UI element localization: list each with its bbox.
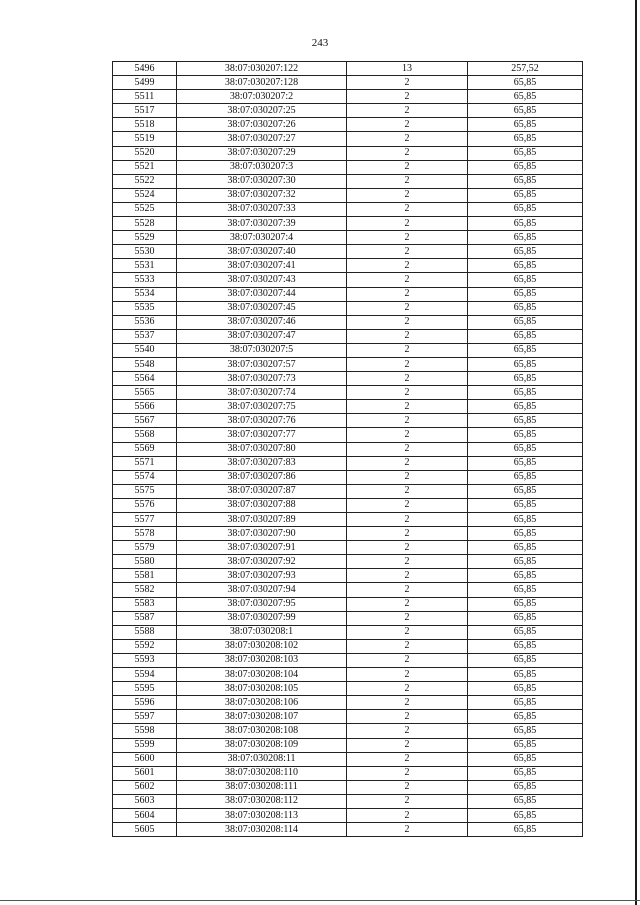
quantity-cell: 2 <box>347 160 468 174</box>
row-number-cell: 5580 <box>113 555 177 569</box>
cadastral-number-cell: 38:07:030207:29 <box>177 146 347 160</box>
table-row <box>113 456 583 470</box>
quantity-cell: 2 <box>347 174 468 188</box>
quantity-cell: 2 <box>347 118 468 132</box>
row-number-cell: 5578 <box>113 527 177 541</box>
quantity-cell: 2 <box>347 188 468 202</box>
cadastral-number-cell: 38:07:030207:76 <box>177 414 347 428</box>
cadastral-number-cell: 38:07:030207:41 <box>177 259 347 273</box>
row-number-cell: 5588 <box>113 625 177 639</box>
table-row <box>113 823 583 837</box>
amount-cell: 65,85 <box>468 752 583 766</box>
quantity-cell: 2 <box>347 146 468 160</box>
quantity-cell: 2 <box>347 653 468 667</box>
table-row <box>113 104 583 118</box>
quantity-cell: 2 <box>347 132 468 146</box>
cadastral-number-cell: 38:07:030207:77 <box>177 428 347 442</box>
amount-cell: 65,85 <box>468 696 583 710</box>
table-row <box>113 752 583 766</box>
cadastral-number-cell: 38:07:030208:102 <box>177 639 347 653</box>
amount-cell: 65,85 <box>468 174 583 188</box>
row-number-cell: 5595 <box>113 682 177 696</box>
quantity-cell: 2 <box>347 245 468 259</box>
table-row <box>113 217 583 231</box>
cadastral-number-cell: 38:07:030207:91 <box>177 541 347 555</box>
quantity-cell: 2 <box>347 456 468 470</box>
amount-cell: 65,85 <box>468 625 583 639</box>
table-row <box>113 174 583 188</box>
quantity-cell: 2 <box>347 682 468 696</box>
quantity-cell: 2 <box>347 442 468 456</box>
amount-cell: 65,85 <box>468 823 583 837</box>
amount-cell: 65,85 <box>468 456 583 470</box>
cadastral-number-cell: 38:07:030208:11 <box>177 752 347 766</box>
quantity-cell: 2 <box>347 569 468 583</box>
quantity-cell: 2 <box>347 513 468 527</box>
quantity-cell: 2 <box>347 527 468 541</box>
quantity-cell: 2 <box>347 738 468 752</box>
amount-cell: 65,85 <box>468 202 583 216</box>
table-row <box>113 794 583 808</box>
amount-cell: 65,85 <box>468 569 583 583</box>
table-row <box>113 428 583 442</box>
table-row <box>113 498 583 512</box>
table-row <box>113 188 583 202</box>
row-number-cell: 5571 <box>113 456 177 470</box>
cadastral-number-cell: 38:07:030207:80 <box>177 442 347 456</box>
amount-cell: 65,85 <box>468 541 583 555</box>
row-number-cell: 5522 <box>113 174 177 188</box>
table-row <box>113 386 583 400</box>
data-table <box>112 61 583 837</box>
cadastral-number-cell: 38:07:030207:74 <box>177 386 347 400</box>
amount-cell: 65,85 <box>468 766 583 780</box>
quantity-cell: 2 <box>347 639 468 653</box>
quantity-cell: 2 <box>347 470 468 484</box>
amount-cell: 65,85 <box>468 76 583 90</box>
cadastral-number-cell: 38:07:030208:108 <box>177 724 347 738</box>
quantity-cell: 2 <box>347 400 468 414</box>
cadastral-number-cell: 38:07:030207:75 <box>177 400 347 414</box>
table-row <box>113 639 583 653</box>
table-row <box>113 301 583 315</box>
row-number-cell: 5569 <box>113 442 177 456</box>
amount-cell: 65,85 <box>468 555 583 569</box>
cadastral-number-cell: 38:07:030207:40 <box>177 245 347 259</box>
cadastral-number-cell: 38:07:030207:45 <box>177 301 347 315</box>
quantity-cell: 2 <box>347 611 468 625</box>
cadastral-number-cell: 38:07:030207:92 <box>177 555 347 569</box>
cadastral-number-cell: 38:07:030208:110 <box>177 766 347 780</box>
amount-cell: 65,85 <box>468 738 583 752</box>
table-row <box>113 160 583 174</box>
quantity-cell: 2 <box>347 315 468 329</box>
table-row <box>113 343 583 357</box>
table-row <box>113 724 583 738</box>
quantity-cell: 2 <box>347 259 468 273</box>
data-table-container <box>112 61 582 837</box>
cadastral-number-cell: 38:07:030208:106 <box>177 696 347 710</box>
amount-cell: 65,85 <box>468 343 583 357</box>
amount-cell: 65,85 <box>468 90 583 104</box>
row-number-cell: 5534 <box>113 287 177 301</box>
amount-cell: 65,85 <box>468 414 583 428</box>
row-number-cell: 5568 <box>113 428 177 442</box>
table-row <box>113 231 583 245</box>
cadastral-number-cell: 38:07:030207:27 <box>177 132 347 146</box>
cadastral-number-cell: 38:07:030208:105 <box>177 682 347 696</box>
cadastral-number-cell: 38:07:030207:99 <box>177 611 347 625</box>
row-number-cell: 5531 <box>113 259 177 273</box>
quantity-cell: 2 <box>347 231 468 245</box>
quantity-cell: 13 <box>347 62 468 76</box>
quantity-cell: 2 <box>347 329 468 343</box>
amount-cell: 65,85 <box>468 104 583 118</box>
quantity-cell: 2 <box>347 597 468 611</box>
quantity-cell: 2 <box>347 794 468 808</box>
table-row <box>113 682 583 696</box>
amount-cell: 65,85 <box>468 132 583 146</box>
quantity-cell: 2 <box>347 202 468 216</box>
quantity-cell: 2 <box>347 428 468 442</box>
row-number-cell: 5525 <box>113 202 177 216</box>
table-row <box>113 696 583 710</box>
page-number: 243 <box>311 37 329 49</box>
row-number-cell: 5587 <box>113 611 177 625</box>
quantity-cell: 2 <box>347 583 468 597</box>
cadastral-number-cell: 38:07:030207:26 <box>177 118 347 132</box>
amount-cell: 65,85 <box>468 682 583 696</box>
row-number-cell: 5575 <box>113 484 177 498</box>
table-row <box>113 625 583 639</box>
quantity-cell: 2 <box>347 414 468 428</box>
amount-cell: 65,85 <box>468 428 583 442</box>
table-row <box>113 470 583 484</box>
cadastral-number-cell: 38:07:030207:43 <box>177 273 347 287</box>
row-number-cell: 5597 <box>113 710 177 724</box>
row-number-cell: 5529 <box>113 231 177 245</box>
cadastral-number-cell: 38:07:030207:89 <box>177 513 347 527</box>
amount-cell: 65,85 <box>468 668 583 682</box>
table-row <box>113 287 583 301</box>
cadastral-number-cell: 38:07:030207:44 <box>177 287 347 301</box>
amount-cell: 65,85 <box>468 611 583 625</box>
amount-cell: 65,85 <box>468 583 583 597</box>
cadastral-number-cell: 38:07:030208:113 <box>177 808 347 822</box>
row-number-cell: 5581 <box>113 569 177 583</box>
amount-cell: 65,85 <box>468 259 583 273</box>
row-number-cell: 5540 <box>113 343 177 357</box>
table-row <box>113 527 583 541</box>
cadastral-number-cell: 38:07:030207:86 <box>177 470 347 484</box>
amount-cell: 65,85 <box>468 794 583 808</box>
table-row <box>113 329 583 343</box>
cadastral-number-cell: 38:07:030207:122 <box>177 62 347 76</box>
table-row <box>113 668 583 682</box>
row-number-cell: 5537 <box>113 329 177 343</box>
cadastral-number-cell: 38:07:030207:47 <box>177 329 347 343</box>
row-number-cell: 5600 <box>113 752 177 766</box>
cadastral-number-cell: 38:07:030207:73 <box>177 372 347 386</box>
table-row <box>113 414 583 428</box>
row-number-cell: 5518 <box>113 118 177 132</box>
amount-cell: 65,85 <box>468 357 583 371</box>
row-number-cell: 5566 <box>113 400 177 414</box>
row-number-cell: 5593 <box>113 653 177 667</box>
amount-cell: 65,85 <box>468 118 583 132</box>
amount-cell: 65,85 <box>468 597 583 611</box>
table-row <box>113 202 583 216</box>
amount-cell: 65,85 <box>468 653 583 667</box>
quantity-cell: 2 <box>347 386 468 400</box>
row-number-cell: 5605 <box>113 823 177 837</box>
row-number-cell: 5530 <box>113 245 177 259</box>
table-row <box>113 555 583 569</box>
amount-cell: 65,85 <box>468 372 583 386</box>
cadastral-number-cell: 38:07:030208:1 <box>177 625 347 639</box>
amount-cell: 65,85 <box>468 808 583 822</box>
quantity-cell: 2 <box>347 766 468 780</box>
row-number-cell: 5583 <box>113 597 177 611</box>
table-row <box>113 484 583 498</box>
quantity-cell: 2 <box>347 343 468 357</box>
row-number-cell: 5577 <box>113 513 177 527</box>
quantity-cell: 2 <box>347 555 468 569</box>
cadastral-number-cell: 38:07:030207:88 <box>177 498 347 512</box>
row-number-cell: 5565 <box>113 386 177 400</box>
table-row <box>113 569 583 583</box>
page-edge-bottom <box>0 900 640 901</box>
table-row <box>113 118 583 132</box>
quantity-cell: 2 <box>347 668 468 682</box>
row-number-cell: 5567 <box>113 414 177 428</box>
row-number-cell: 5592 <box>113 639 177 653</box>
table-body <box>113 62 583 837</box>
amount-cell: 65,85 <box>468 315 583 329</box>
quantity-cell: 2 <box>347 498 468 512</box>
table-row <box>113 76 583 90</box>
table-row <box>113 372 583 386</box>
amount-cell: 65,85 <box>468 470 583 484</box>
cadastral-number-cell: 38:07:030207:94 <box>177 583 347 597</box>
amount-cell: 65,85 <box>468 527 583 541</box>
row-number-cell: 5579 <box>113 541 177 555</box>
row-number-cell: 5602 <box>113 780 177 794</box>
row-number-cell: 5604 <box>113 808 177 822</box>
table-row <box>113 583 583 597</box>
table-row <box>113 245 583 259</box>
table-row <box>113 62 583 76</box>
cadastral-number-cell: 38:07:030207:95 <box>177 597 347 611</box>
cadastral-number-cell: 38:07:030208:103 <box>177 653 347 667</box>
cadastral-number-cell: 38:07:030207:57 <box>177 357 347 371</box>
quantity-cell: 2 <box>347 301 468 315</box>
cadastral-number-cell: 38:07:030207:2 <box>177 90 347 104</box>
row-number-cell: 5524 <box>113 188 177 202</box>
amount-cell: 65,85 <box>468 724 583 738</box>
table-row <box>113 597 583 611</box>
quantity-cell: 2 <box>347 808 468 822</box>
table-row <box>113 315 583 329</box>
cadastral-number-cell: 38:07:030207:32 <box>177 188 347 202</box>
cadastral-number-cell: 38:07:030207:4 <box>177 231 347 245</box>
quantity-cell: 2 <box>347 90 468 104</box>
cadastral-number-cell: 38:07:030207:46 <box>177 315 347 329</box>
amount-cell: 65,85 <box>468 160 583 174</box>
table-row <box>113 780 583 794</box>
table-row <box>113 146 583 160</box>
amount-cell: 65,85 <box>468 301 583 315</box>
row-number-cell: 5517 <box>113 104 177 118</box>
row-number-cell: 5564 <box>113 372 177 386</box>
cadastral-number-cell: 38:07:030207:5 <box>177 343 347 357</box>
amount-cell: 65,85 <box>468 710 583 724</box>
amount-cell: 65,85 <box>468 245 583 259</box>
amount-cell: 65,85 <box>468 329 583 343</box>
quantity-cell: 2 <box>347 217 468 231</box>
amount-cell: 65,85 <box>468 273 583 287</box>
quantity-cell: 2 <box>347 625 468 639</box>
table-row <box>113 400 583 414</box>
row-number-cell: 5511 <box>113 90 177 104</box>
row-number-cell: 5521 <box>113 160 177 174</box>
quantity-cell: 2 <box>347 357 468 371</box>
amount-cell: 65,85 <box>468 639 583 653</box>
cadastral-number-cell: 38:07:030207:83 <box>177 456 347 470</box>
quantity-cell: 2 <box>347 752 468 766</box>
cadastral-number-cell: 38:07:030207:3 <box>177 160 347 174</box>
table-row <box>113 259 583 273</box>
quantity-cell: 2 <box>347 780 468 794</box>
amount-cell: 65,85 <box>468 513 583 527</box>
table-row <box>113 653 583 667</box>
row-number-cell: 5594 <box>113 668 177 682</box>
row-number-cell: 5496 <box>113 62 177 76</box>
quantity-cell: 2 <box>347 273 468 287</box>
amount-cell: 65,85 <box>468 386 583 400</box>
table-row <box>113 541 583 555</box>
page-edge-right <box>635 0 637 905</box>
amount-cell: 65,85 <box>468 231 583 245</box>
cadastral-number-cell: 38:07:030208:111 <box>177 780 347 794</box>
row-number-cell: 5574 <box>113 470 177 484</box>
cadastral-number-cell: 38:07:030207:87 <box>177 484 347 498</box>
cadastral-number-cell: 38:07:030207:39 <box>177 217 347 231</box>
amount-cell: 65,85 <box>468 400 583 414</box>
row-number-cell: 5548 <box>113 357 177 371</box>
row-number-cell: 5528 <box>113 217 177 231</box>
row-number-cell: 5598 <box>113 724 177 738</box>
table-row <box>113 766 583 780</box>
table-row <box>113 738 583 752</box>
table-row <box>113 273 583 287</box>
cadastral-number-cell: 38:07:030208:109 <box>177 738 347 752</box>
table-row <box>113 710 583 724</box>
row-number-cell: 5599 <box>113 738 177 752</box>
row-number-cell: 5601 <box>113 766 177 780</box>
amount-cell: 65,85 <box>468 188 583 202</box>
row-number-cell: 5603 <box>113 794 177 808</box>
amount-cell: 65,85 <box>468 287 583 301</box>
amount-cell: 65,85 <box>468 146 583 160</box>
quantity-cell: 2 <box>347 724 468 738</box>
row-number-cell: 5533 <box>113 273 177 287</box>
cadastral-number-cell: 38:07:030208:104 <box>177 668 347 682</box>
table-row <box>113 357 583 371</box>
amount-cell: 65,85 <box>468 442 583 456</box>
amount-cell: 65,85 <box>468 484 583 498</box>
cadastral-number-cell: 38:07:030207:30 <box>177 174 347 188</box>
cadastral-number-cell: 38:07:030207:93 <box>177 569 347 583</box>
row-number-cell: 5596 <box>113 696 177 710</box>
cadastral-number-cell: 38:07:030208:107 <box>177 710 347 724</box>
row-number-cell: 5582 <box>113 583 177 597</box>
row-number-cell: 5499 <box>113 76 177 90</box>
table-row <box>113 611 583 625</box>
row-number-cell: 5520 <box>113 146 177 160</box>
quantity-cell: 2 <box>347 484 468 498</box>
amount-cell: 65,85 <box>468 498 583 512</box>
cadastral-number-cell: 38:07:030207:90 <box>177 527 347 541</box>
table-row <box>113 90 583 104</box>
quantity-cell: 2 <box>347 104 468 118</box>
amount-cell: 257,52 <box>468 62 583 76</box>
table-row <box>113 442 583 456</box>
row-number-cell: 5536 <box>113 315 177 329</box>
amount-cell: 65,85 <box>468 217 583 231</box>
quantity-cell: 2 <box>347 710 468 724</box>
table-row <box>113 132 583 146</box>
table-row <box>113 808 583 822</box>
quantity-cell: 2 <box>347 696 468 710</box>
cadastral-number-cell: 38:07:030207:25 <box>177 104 347 118</box>
row-number-cell: 5535 <box>113 301 177 315</box>
quantity-cell: 2 <box>347 372 468 386</box>
cadastral-number-cell: 38:07:030208:114 <box>177 823 347 837</box>
cadastral-number-cell: 38:07:030207:33 <box>177 202 347 216</box>
amount-cell: 65,85 <box>468 780 583 794</box>
row-number-cell: 5576 <box>113 498 177 512</box>
quantity-cell: 2 <box>347 287 468 301</box>
quantity-cell: 2 <box>347 541 468 555</box>
quantity-cell: 2 <box>347 76 468 90</box>
quantity-cell: 2 <box>347 823 468 837</box>
cadastral-number-cell: 38:07:030207:128 <box>177 76 347 90</box>
row-number-cell: 5519 <box>113 132 177 146</box>
table-row <box>113 513 583 527</box>
cadastral-number-cell: 38:07:030208:112 <box>177 794 347 808</box>
